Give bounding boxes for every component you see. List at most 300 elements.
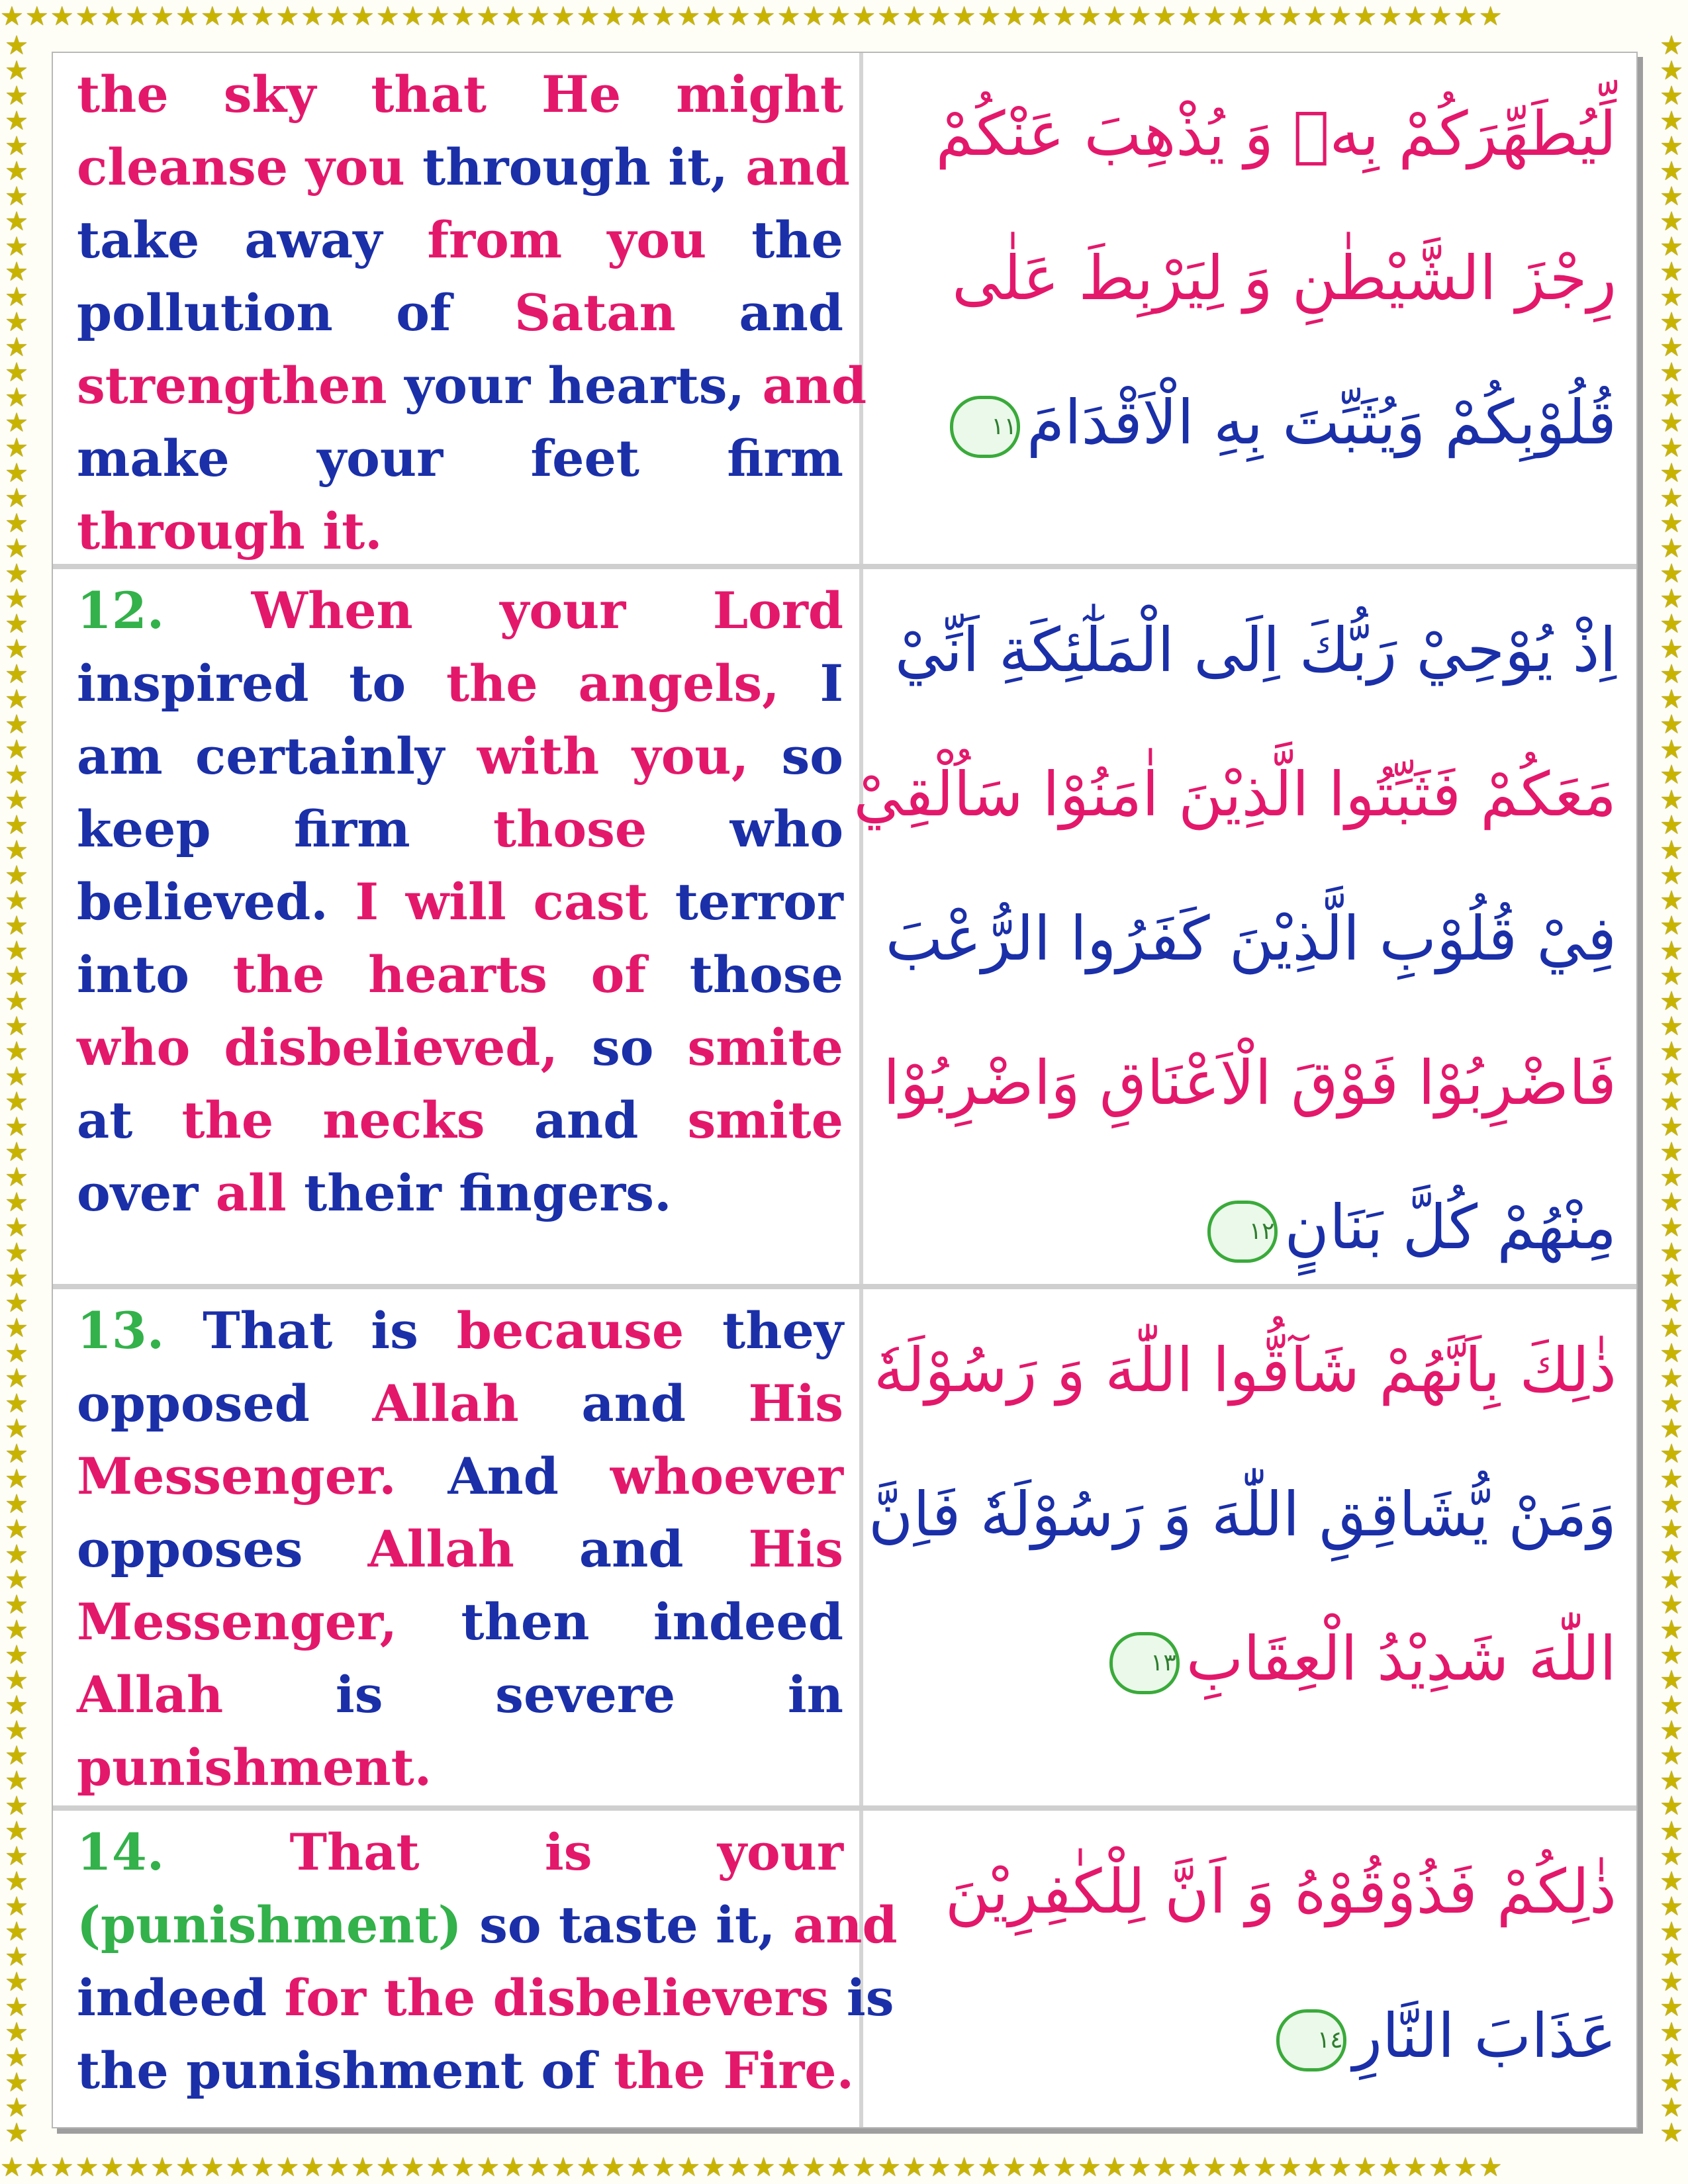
star-icon: ★ <box>5 810 28 841</box>
star-icon: ★ <box>576 1 602 32</box>
star-icon: ★ <box>1660 1715 1683 1746</box>
star-icon: ★ <box>1053 2152 1078 2183</box>
star-icon: ★ <box>1002 1 1028 32</box>
english-phrase: Allah <box>372 1374 582 1433</box>
english-phrase: 13. <box>77 1301 203 1360</box>
arabic-phrase: فِيْ قُلُوْبِ الَّذِيْنَ كَفَرُوا الرُّعْبَ <box>885 903 1617 974</box>
english-phrase: through it, <box>422 138 746 197</box>
star-icon: ★ <box>1660 1464 1683 1494</box>
star-icon: ★ <box>877 2152 902 2183</box>
star-icon: ★ <box>5 232 28 262</box>
star-icon: ★ <box>651 1 677 32</box>
star-icon: ★ <box>1152 2152 1178 2183</box>
star-icon: ★ <box>50 1 75 32</box>
star-icon: ★ <box>5 1514 28 1545</box>
star-icon: ★ <box>1328 2152 1354 2183</box>
star-icon: ★ <box>1660 458 1683 488</box>
english-phrase: the <box>751 210 843 269</box>
star-icon: ★ <box>1660 1112 1683 1142</box>
star-icon: ★ <box>0 1 25 32</box>
star-icon: ★ <box>5 1036 28 1067</box>
star-icon: ★ <box>125 1 151 32</box>
english-phrase: through it. <box>77 502 383 561</box>
star-icon: ★ <box>626 2152 652 2183</box>
star-icon: ★ <box>1660 886 1683 916</box>
star-icon: ★ <box>150 2152 176 2183</box>
star-icon: ★ <box>1660 282 1683 312</box>
star-icon: ★ <box>1228 2152 1253 2183</box>
star-icon: ★ <box>1660 33 1683 61</box>
star-icon: ★ <box>5 508 28 539</box>
star-icon: ★ <box>225 1 251 32</box>
star-icon: ★ <box>1077 2152 1103 2183</box>
star-icon: ★ <box>426 2152 451 2183</box>
star-border-top <box>0 0 1688 33</box>
english-phrase: who <box>729 799 844 858</box>
star-icon: ★ <box>802 1 827 32</box>
star-icon: ★ <box>250 2152 276 2183</box>
star-icon: ★ <box>1478 1 1504 32</box>
english-phrase: their fingers. <box>304 1163 672 1222</box>
verse-row-14 <box>53 1811 1636 2127</box>
english-line <box>77 1962 894 2034</box>
arabic-phrase: عَذَابَ النَّارِ <box>1352 2001 1617 2071</box>
star-icon: ★ <box>5 181 28 212</box>
star-icon: ★ <box>1660 307 1683 338</box>
star-icon: ★ <box>902 1 927 32</box>
star-icon: ★ <box>5 206 28 237</box>
star-icon: ★ <box>952 1 978 32</box>
star-icon: ★ <box>1660 609 1683 639</box>
star-icon: ★ <box>952 2152 978 2183</box>
star-icon: ★ <box>5 433 28 463</box>
star-icon: ★ <box>1660 383 1683 413</box>
english-text <box>77 58 867 568</box>
star-icon: ★ <box>827 2152 853 2183</box>
star-icon: ★ <box>1403 1 1429 32</box>
star-icon: ★ <box>1660 1690 1683 1721</box>
star-icon: ★ <box>5 1841 28 1872</box>
star-icon: ★ <box>5 760 28 790</box>
english-phrase: strengthen <box>77 356 405 415</box>
star-icon: ★ <box>5 1992 28 2023</box>
star-icon: ★ <box>1660 1791 1683 1821</box>
star-icon: ★ <box>5 307 28 338</box>
star-icon: ★ <box>751 1 777 32</box>
english-phrase: all <box>215 1163 305 1222</box>
english-line <box>77 422 843 495</box>
star-icon: ★ <box>5 1011 28 1042</box>
english-phrase: those <box>689 945 843 1004</box>
star-icon: ★ <box>275 2152 301 2183</box>
star-icon: ★ <box>1660 584 1683 614</box>
star-icon: ★ <box>501 2152 527 2183</box>
english-phrase: I <box>820 654 843 713</box>
star-icon: ★ <box>1660 1414 1683 1444</box>
star-icon: ★ <box>1660 1388 1683 1419</box>
star-icon: ★ <box>1660 1866 1683 1897</box>
star-icon: ★ <box>5 659 28 690</box>
arabic-text <box>883 62 1617 495</box>
english-phrase: Satan <box>514 283 739 342</box>
star-icon: ★ <box>1077 1 1103 32</box>
star-icon: ★ <box>702 1 727 32</box>
star-icon: ★ <box>1660 1011 1683 1042</box>
star-icon: ★ <box>5 383 28 413</box>
english-phrase: is severe in <box>335 1665 843 1724</box>
star-icon: ★ <box>1660 986 1683 1017</box>
star-icon: ★ <box>5 709 28 740</box>
english-phrase: His <box>748 1374 844 1433</box>
star-icon: ★ <box>5 1791 28 1821</box>
star-icon: ★ <box>5 1590 28 1620</box>
star-icon: ★ <box>5 735 28 765</box>
star-icon: ★ <box>1660 1187 1683 1218</box>
star-icon: ★ <box>702 2152 727 2183</box>
star-icon: ★ <box>1453 1 1479 32</box>
star-icon: ★ <box>776 1 802 32</box>
star-icon: ★ <box>5 33 28 61</box>
star-icon: ★ <box>1660 735 1683 765</box>
star-border-bottom <box>0 2151 1688 2184</box>
english-phrase: the punishment of <box>77 2041 614 2100</box>
english-phrase: over <box>77 1163 216 1222</box>
star-icon: ★ <box>5 282 28 312</box>
star-icon: ★ <box>5 1615 28 1645</box>
star-icon: ★ <box>1660 1665 1683 1696</box>
star-icon: ★ <box>726 2152 752 2183</box>
star-icon: ★ <box>626 1 652 32</box>
arabic-line <box>883 62 1617 206</box>
verse-row-12 <box>53 569 1636 1289</box>
english-phrase: who disbelieved, <box>77 1018 592 1077</box>
english-line <box>77 1011 843 1084</box>
english-phrase: and <box>579 1520 749 1578</box>
star-icon: ★ <box>476 1 502 32</box>
star-icon: ★ <box>526 2152 551 2183</box>
star-icon: ★ <box>1127 1 1153 32</box>
english-line <box>77 2034 855 2107</box>
star-icon: ★ <box>1660 131 1683 161</box>
star-icon: ★ <box>5 2118 28 2148</box>
star-icon: ★ <box>1660 936 1683 966</box>
ayah-number-marker: ١١ <box>950 396 1020 458</box>
english-phrase: cleanse you <box>77 138 423 197</box>
star-icon: ★ <box>1660 332 1683 363</box>
star-icon: ★ <box>1660 1288 1683 1318</box>
star-icon: ★ <box>75 1 101 32</box>
star-border-right <box>1655 33 1688 2151</box>
verse-row-13 <box>53 1289 1636 1811</box>
star-icon: ★ <box>326 1 352 32</box>
english-phrase: Messenger, <box>77 1592 461 1651</box>
star-icon: ★ <box>576 2152 602 2183</box>
star-icon: ★ <box>5 1288 28 1318</box>
star-icon: ★ <box>301 2152 326 2183</box>
star-icon: ★ <box>5 986 28 1017</box>
star-icon: ★ <box>5 684 28 715</box>
star-icon: ★ <box>1660 1741 1683 1771</box>
star-icon: ★ <box>501 1 527 32</box>
star-icon: ★ <box>400 1 426 32</box>
arabic-line <box>883 867 1617 1011</box>
english-translation-cell <box>53 569 863 1284</box>
star-icon: ★ <box>1660 1766 1683 1796</box>
star-icon: ★ <box>5 1690 28 1721</box>
star-icon: ★ <box>5 458 28 488</box>
star-icon: ★ <box>1660 961 1683 991</box>
verse-row-11 <box>53 53 1636 569</box>
star-icon: ★ <box>200 2152 226 2183</box>
english-translation-cell <box>53 1289 863 1805</box>
star-icon: ★ <box>1660 1363 1683 1394</box>
star-icon: ★ <box>1278 1 1303 32</box>
star-icon: ★ <box>476 2152 502 2183</box>
english-text <box>77 1295 843 1804</box>
star-icon: ★ <box>5 1741 28 1771</box>
star-icon: ★ <box>1660 1062 1683 1092</box>
english-line <box>77 131 850 204</box>
star-icon: ★ <box>100 2152 126 2183</box>
english-phrase: pollution of <box>77 283 515 342</box>
star-icon: ★ <box>5 1414 28 1444</box>
star-icon: ★ <box>601 1 627 32</box>
star-icon: ★ <box>1660 1615 1683 1645</box>
star-icon: ★ <box>1660 760 1683 790</box>
star-icon: ★ <box>1660 106 1683 136</box>
star-icon: ★ <box>1478 2152 1504 2183</box>
english-phrase: and <box>762 356 867 415</box>
star-icon: ★ <box>24 2152 50 2183</box>
arabic-line <box>883 206 1617 351</box>
star-icon: ★ <box>1353 1 1379 32</box>
arabic-line <box>883 1587 1617 1731</box>
english-line <box>77 866 843 938</box>
english-phrase: 12. <box>77 581 252 640</box>
star-icon: ★ <box>1660 1238 1683 1268</box>
english-line <box>77 938 843 1011</box>
star-icon: ★ <box>5 1715 28 1746</box>
star-icon: ★ <box>451 1 477 32</box>
star-icon: ★ <box>351 1 376 32</box>
star-icon: ★ <box>1252 2152 1278 2183</box>
star-icon: ★ <box>1403 2152 1429 2183</box>
star-icon: ★ <box>5 1489 28 1520</box>
arabic-verse-cell <box>853 569 1636 1284</box>
star-icon: ★ <box>1660 1514 1683 1545</box>
arabic-line <box>883 1011 1617 1156</box>
arabic-phrase: ذٰلِكَ بِاَنَّهُمْ شَآقُّوا اللّٰهَ وَ رَسُوْلَهٗ <box>873 1335 1617 1406</box>
english-phrase: opposes <box>77 1520 368 1578</box>
arabic-phrase: لِّيُطَهِّرَكُمْ بِهٖ وَ يُذْهِبَ عَنْكُمْ <box>935 99 1617 169</box>
star-icon: ★ <box>726 1 752 32</box>
arabic-phrase: وَمَنْ يُّشَاقِقِ اللّٰهَ وَ رَسُوْلَهٗ فَاِنَّ <box>868 1479 1617 1550</box>
star-icon: ★ <box>1353 2152 1379 2183</box>
star-icon: ★ <box>5 609 28 639</box>
english-phrase: the Fire. <box>614 2041 855 2100</box>
english-phrase: so taste it, <box>479 1895 793 1954</box>
star-icon: ★ <box>751 2152 777 2183</box>
english-line <box>77 1157 843 1230</box>
star-icon: ★ <box>375 1 401 32</box>
english-translation-cell <box>53 53 867 564</box>
arabic-line <box>873 1298 1617 1443</box>
star-icon: ★ <box>902 2152 927 2183</box>
star-icon: ★ <box>200 1 226 32</box>
ayah-number-marker: ١٣ <box>1109 1632 1180 1694</box>
arabic-line <box>883 1156 1617 1300</box>
star-icon: ★ <box>852 1 878 32</box>
star-icon: ★ <box>5 559 28 589</box>
star-icon: ★ <box>1660 1212 1683 1243</box>
star-icon: ★ <box>5 1263 28 1293</box>
star-icon: ★ <box>5 936 28 966</box>
english-phrase: is <box>846 1968 894 2027</box>
star-icon: ★ <box>1660 1313 1683 1343</box>
star-icon: ★ <box>1428 2152 1454 2183</box>
ayah-number-marker: ١٢ <box>1207 1201 1278 1263</box>
star-icon: ★ <box>1303 1 1329 32</box>
star-icon: ★ <box>1027 2152 1053 2183</box>
star-icon: ★ <box>1660 433 1683 463</box>
english-phrase: That is your <box>289 1823 843 1882</box>
star-icon: ★ <box>5 785 28 815</box>
english-line <box>77 1586 843 1659</box>
star-icon: ★ <box>1378 2152 1404 2183</box>
arabic-line <box>883 578 1617 723</box>
star-icon: ★ <box>5 1388 28 1419</box>
star-icon: ★ <box>1660 1137 1683 1167</box>
english-phrase: they <box>722 1301 843 1360</box>
english-translation-cell <box>53 1811 898 2127</box>
star-icon: ★ <box>250 1 276 32</box>
star-icon: ★ <box>5 1539 28 1570</box>
star-icon: ★ <box>877 1 902 32</box>
star-icon: ★ <box>1660 911 1683 941</box>
english-phrase: from you <box>427 210 752 269</box>
star-icon: ★ <box>1660 835 1683 866</box>
arabic-text <box>853 578 1617 1300</box>
english-phrase: with you, <box>477 727 782 786</box>
star-icon: ★ <box>1660 2042 1683 2073</box>
star-icon: ★ <box>1660 156 1683 187</box>
english-phrase: Messenger. <box>77 1447 448 1506</box>
star-icon: ★ <box>1660 2118 1683 2148</box>
star-icon: ★ <box>1203 2152 1229 2183</box>
english-line <box>77 1816 843 1889</box>
star-icon: ★ <box>1660 2093 1683 2123</box>
arabic-phrase: مِنْهُمْ كُلَّ بَنَانٍ <box>1284 1192 1617 1263</box>
star-icon: ★ <box>5 1087 28 1117</box>
star-border-left <box>0 33 33 2151</box>
arabic-verse-cell <box>863 1811 1636 2127</box>
arabic-phrase: قُلُوْبِكُمْ وَيُثَبِّتَ بِهِ الْاَقْدَامَ <box>1027 387 1617 458</box>
english-phrase: terror <box>675 872 843 931</box>
star-icon: ★ <box>1660 860 1683 891</box>
english-phrase: and <box>534 1091 688 1150</box>
english-phrase: (punishment) <box>77 1895 480 1954</box>
english-line <box>77 1295 843 1367</box>
star-icon: ★ <box>1660 1891 1683 1922</box>
star-icon: ★ <box>1660 483 1683 514</box>
star-icon: ★ <box>451 2152 477 2183</box>
english-phrase: 14. <box>77 1823 290 1882</box>
star-icon: ★ <box>125 2152 151 2183</box>
english-phrase: the angels, <box>445 654 820 713</box>
star-icon: ★ <box>1660 1162 1683 1193</box>
star-icon: ★ <box>24 1 50 32</box>
star-icon: ★ <box>5 131 28 161</box>
star-icon: ★ <box>5 1866 28 1897</box>
english-line <box>77 349 867 422</box>
english-line <box>77 720 843 793</box>
star-icon: ★ <box>1660 1967 1683 1997</box>
star-icon: ★ <box>225 2152 251 2183</box>
arabic-phrase: اِذْ يُوْحِيْ رَبُّكَ اِلَى الْمَلٰٓئِكَةِ اَنِّيْ <box>894 615 1617 686</box>
star-icon: ★ <box>1453 2152 1479 2183</box>
star-icon: ★ <box>5 1942 28 1972</box>
star-icon: ★ <box>5 56 28 86</box>
star-icon: ★ <box>1303 2152 1329 2183</box>
star-icon: ★ <box>1660 1439 1683 1469</box>
english-phrase: indeed <box>77 1968 285 2027</box>
star-icon: ★ <box>5 1640 28 1670</box>
star-icon: ★ <box>1428 1 1454 32</box>
star-icon: ★ <box>1660 232 1683 262</box>
star-icon: ★ <box>351 2152 376 2183</box>
english-phrase: make your feet firm <box>77 429 843 488</box>
star-icon: ★ <box>1228 1 1253 32</box>
arabic-verse-cell <box>863 1289 1636 1805</box>
star-icon: ★ <box>5 2093 28 2123</box>
star-icon: ★ <box>175 2152 201 2183</box>
star-icon: ★ <box>275 1 301 32</box>
star-icon: ★ <box>1178 2152 1203 2183</box>
english-line <box>77 1889 898 1962</box>
english-line <box>77 1440 843 1513</box>
english-phrase: and <box>739 283 843 342</box>
english-phrase: for the disbelievers <box>284 1968 847 2027</box>
star-icon: ★ <box>1660 206 1683 237</box>
star-icon: ★ <box>1660 1263 1683 1293</box>
english-line <box>77 647 843 720</box>
english-phrase: opposed <box>77 1374 373 1433</box>
star-icon: ★ <box>5 1338 28 1369</box>
star-icon: ★ <box>1660 1036 1683 1067</box>
star-icon: ★ <box>1660 56 1683 86</box>
star-icon: ★ <box>1660 508 1683 539</box>
english-line <box>77 58 843 131</box>
star-icon: ★ <box>1660 1539 1683 1570</box>
star-icon: ★ <box>1660 1917 1683 1947</box>
star-icon: ★ <box>5 106 28 136</box>
star-icon: ★ <box>5 1238 28 1268</box>
arabic-phrase: رِجْزَ الشَّيْطٰنِ وَ لِيَرْبِطَ عَلٰى <box>952 243 1617 314</box>
english-phrase: inspired to <box>77 654 446 713</box>
english-phrase: Allah <box>367 1520 579 1578</box>
star-icon: ★ <box>5 584 28 614</box>
arabic-line <box>868 1443 1617 1587</box>
english-line <box>77 277 843 349</box>
english-phrase: so <box>591 1018 688 1077</box>
star-icon: ★ <box>1378 1 1404 32</box>
star-icon: ★ <box>802 2152 827 2183</box>
english-phrase: whoever <box>610 1447 843 1506</box>
english-phrase: so <box>781 727 843 786</box>
arabic-line <box>883 1964 1617 2109</box>
english-line <box>77 793 843 866</box>
star-icon: ★ <box>5 634 28 664</box>
